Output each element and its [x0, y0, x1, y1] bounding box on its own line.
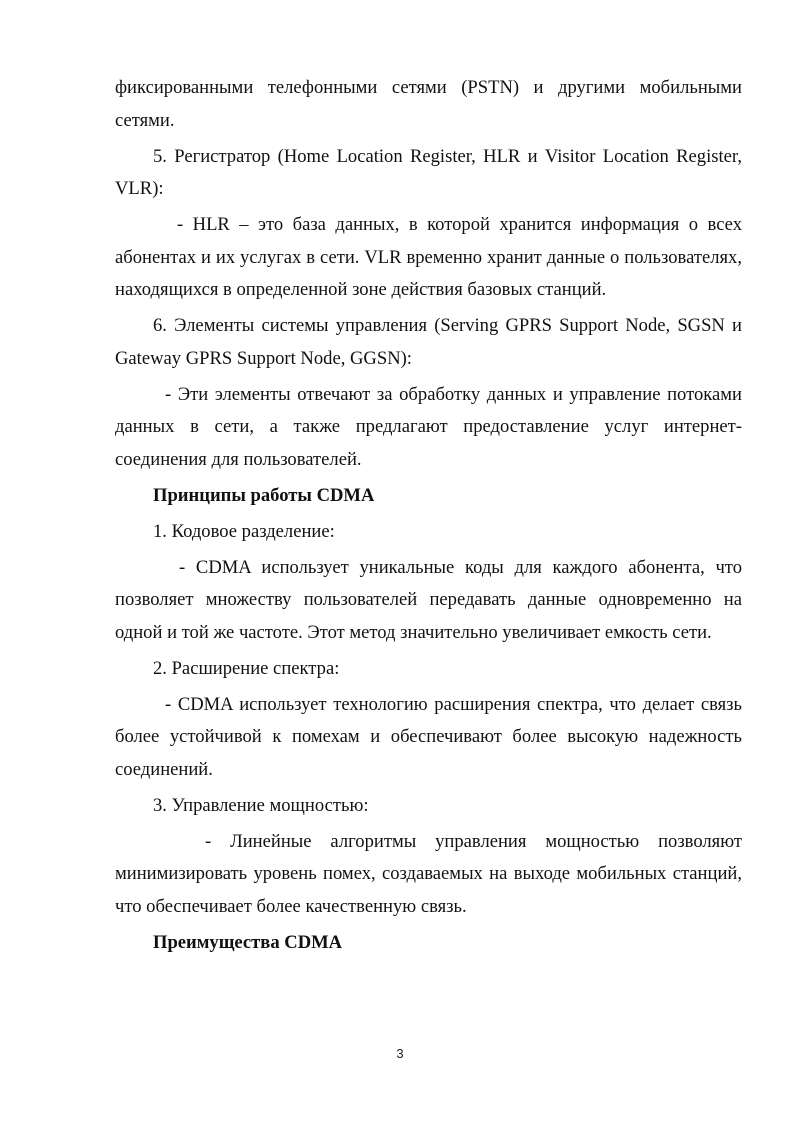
paragraph-sgsn-description: - Эти элементы отвечают за обработку данных и управление потоками данных в сети, а также предлагают предоставление услуг интернет-соединения для пользователей. [115, 383, 742, 470]
paragraph-pstn-continuation: фиксированными телефонными сетями (PSTN) и другими мобильными сетями. [115, 77, 742, 131]
document-body [115, 72, 742, 963]
paragraph-spread-spectrum-description: - CDMA использует технологию расширения спектра, что делает связь более устойчивой к помехам и обеспечивают более высокую надежность соединений. [115, 693, 742, 780]
list-item-spread-spectrum: 2. Расширение спектра: [153, 657, 340, 679]
paragraph-code-division-description: - CDMA использует уникальные коды для каждого абонента, что позволяет множеству пользователей передавать данные одновременно на одной и той же частоте. Этот метод значительно увеличивает емкость сети. [115, 556, 742, 643]
list-item-registrator: 5. Регистратор (Home Location Register, HLR и Visitor Location Register, VLR): [115, 145, 742, 199]
list-item-code-division: 1. Кодовое разделение: [153, 520, 335, 542]
list-item-power-control: 3. Управление мощностью: [153, 794, 369, 816]
paragraph-hlr-description: - HLR – это база данных, в которой хранится информация о всех абонентах и их услугах в сети. VLR временно хранит данные о пользователях, находящихся в определенной зоне действия базовых станций. [115, 214, 742, 300]
page-number: 3 [396, 1046, 404, 1061]
list-item-control-elements: 6. Элементы системы управления (Serving GPRS Support Node, SGSN и Gateway GPRS Support Node, GGSN): [115, 315, 742, 369]
section-heading-cdma-advantages: Преимущества CDMA [153, 931, 343, 953]
paragraph-power-control-description: - Линейные алгоритмы управления мощностью позволяют минимизировать уровень помех, создаваемых на выходе мобильных станций, что обеспечивает более качественную связь. [115, 830, 742, 917]
section-heading-cdma-principles: Принципы работы CDMA [153, 484, 375, 506]
